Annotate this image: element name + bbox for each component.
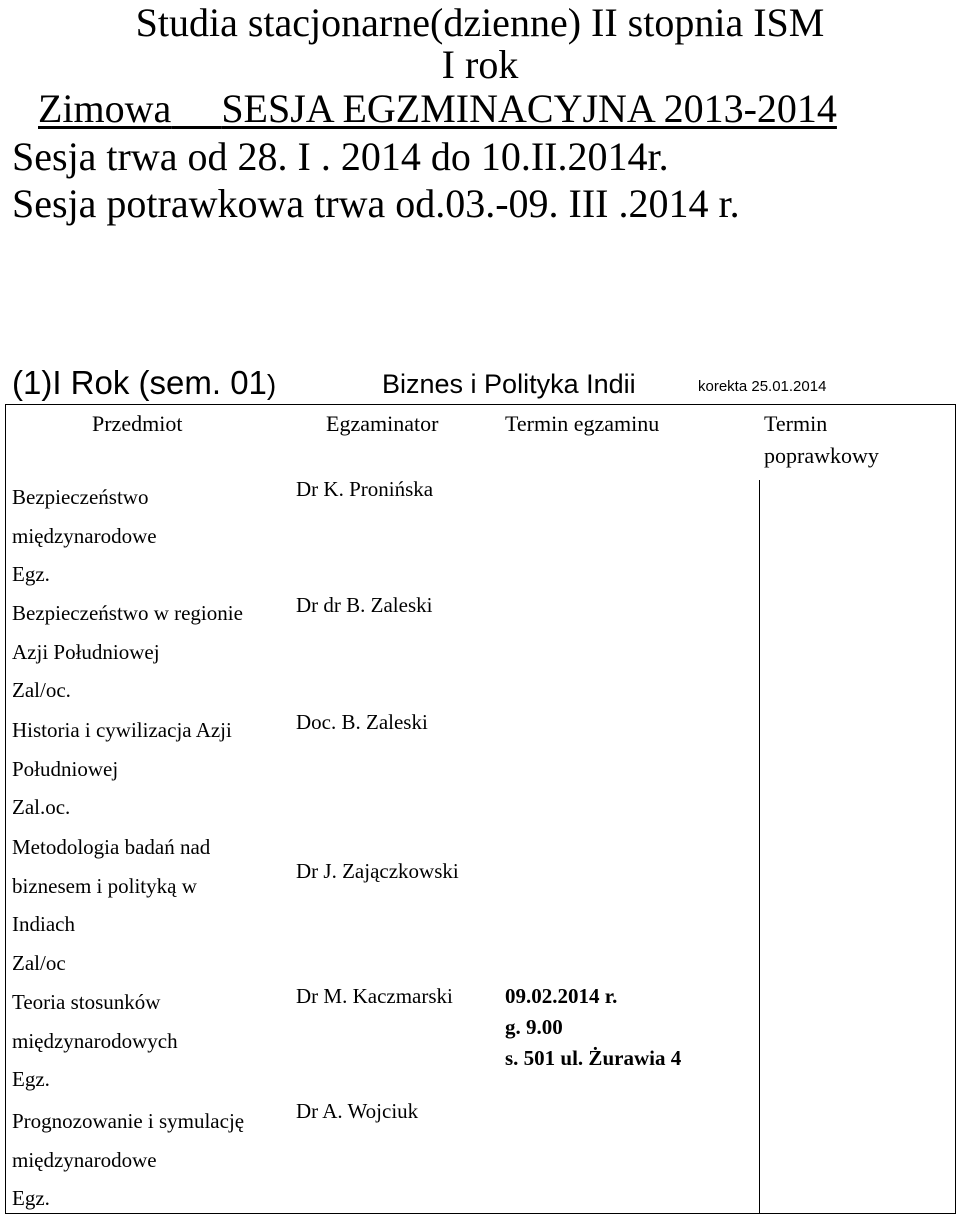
- row6-subject-line1: Prognozowanie i symulację: [12, 1109, 245, 1133]
- session-gap: [171, 86, 221, 131]
- header-resit-term-line1: Termin: [764, 411, 828, 436]
- row2-exam-type: Zal/oc.: [12, 678, 71, 702]
- table-top-border: [5, 404, 956, 405]
- row3-subject-line1: Historia i cywilizacja Azji: [12, 718, 232, 742]
- header-subject: Przedmiot: [92, 411, 183, 436]
- row3-examiner: Doc. B. Zaleski: [296, 710, 428, 734]
- year-semester: [12, 364, 276, 402]
- resit-session-dates: Sesja potrawkowa trwa od.03.-09. III .2014 r.: [12, 181, 740, 226]
- row5-subject-line2: międzynarodowych: [12, 1028, 178, 1053]
- row3-exam-type: Zal.oc.: [12, 795, 71, 819]
- row5-subject-line1: Teoria stosunków: [12, 990, 161, 1014]
- row2-subject-line2: Azji Południowej: [12, 639, 160, 664]
- correction-date: korekta 25.01.2014: [698, 378, 827, 395]
- row5-exam-time: g. 9.00: [505, 1015, 563, 1039]
- row1-subject: [12, 478, 157, 594]
- row1-subject-line2: międzynarodowe: [12, 523, 157, 548]
- row6-exam-type: Egz.: [12, 1186, 50, 1210]
- session-name-line: [38, 86, 837, 132]
- document-title: Studia stacjonarne(dzienne) II stopnia ISM: [135, 0, 825, 45]
- row2-examiner: Dr dr B. Zaleski: [296, 593, 433, 617]
- row1-exam-type: Egz.: [12, 562, 50, 586]
- row2-subject: [12, 594, 243, 710]
- row5-exam-term: [505, 981, 681, 1074]
- row3-subject-line2: Południowej: [12, 756, 119, 781]
- header-resit-term-line2: poprawkowy: [764, 443, 879, 468]
- year-semester-paren: ): [266, 369, 277, 400]
- row1-subject-line1: Bezpieczeństwo: [12, 485, 149, 509]
- row3-subject: [12, 711, 232, 827]
- table-left-border: [5, 404, 6, 1214]
- row5-exam-room: s. 501 ul. Żurawia 4: [505, 1046, 682, 1070]
- year-line: I rok: [441, 42, 519, 87]
- header-examiner: Egzaminator: [326, 411, 439, 436]
- table-right-border: [955, 404, 956, 1214]
- session-season: Zimowa: [38, 86, 172, 131]
- row4-subject: [12, 828, 210, 982]
- row6-subject-line2: międzynarodowe: [12, 1147, 157, 1172]
- row6-subject: [12, 1102, 244, 1218]
- row2-subject-line1: Bezpieczeństwo w regionie: [12, 601, 243, 625]
- row6-examiner: Dr A. Wojciuk: [296, 1099, 419, 1123]
- year-semester-text: (1)I Rok (sem. 01: [12, 364, 267, 401]
- row4-subject-line1: Metodologia badań nad: [12, 835, 211, 859]
- subheader: [12, 364, 952, 408]
- row4-examiner: Dr J. Zajączkowski: [296, 859, 459, 883]
- row5-exam-date: 09.02.2014 r.: [505, 984, 618, 1008]
- session-title: SESJA EGZMINACYJNA 2013-2014: [221, 86, 837, 131]
- row4-subject-line2: biznesem i polityką w: [12, 873, 197, 898]
- row4-subject-line3: Indiach: [12, 912, 75, 936]
- header-exam-term: Termin egzaminu: [505, 411, 660, 436]
- row4-exam-type: Zal/oc: [12, 950, 66, 975]
- row5-exam-type: Egz.: [12, 1067, 50, 1091]
- row5-examiner: Dr M. Kaczmarski: [296, 984, 453, 1008]
- column-divider-resit: [759, 480, 760, 1214]
- row1-examiner: Dr K. Pronińska: [296, 477, 434, 501]
- row5-subject: [12, 983, 178, 1099]
- field-of-study: Biznes i Polityka Indii: [382, 369, 636, 399]
- session-dates: Sesja trwa od 28. I . 2014 do 10.II.2014r.: [12, 134, 669, 179]
